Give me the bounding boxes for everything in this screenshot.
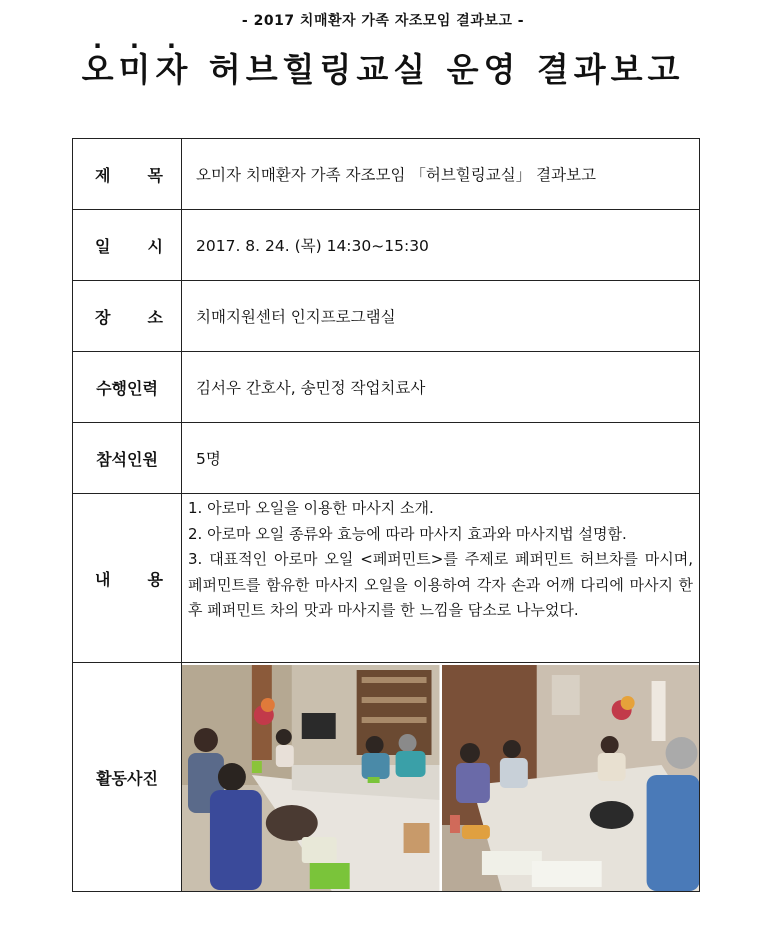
value-content [182, 494, 700, 663]
value-attendees: 5명 [182, 423, 700, 494]
label-char: 용 [147, 569, 163, 589]
row-attendees [73, 423, 700, 494]
label-place [73, 281, 182, 352]
row-staff [73, 352, 700, 423]
label-char: 목 [147, 165, 163, 185]
row-place [73, 281, 700, 352]
label-datetime [73, 210, 182, 281]
row-content [73, 494, 700, 663]
report-subtitle: - 2017 치매환자 가족 자조모임 결과보고 - [241, 13, 525, 29]
value-photos [182, 663, 700, 892]
report-table [72, 138, 700, 892]
title-emphasis-char: 미 [118, 50, 156, 89]
label-char: 일 [95, 236, 111, 256]
activity-photo-1 [182, 665, 440, 891]
value-datetime: 2017. 8. 24. (목) 14:30~15:30 [182, 210, 700, 281]
label-photos: 활동사진 [73, 663, 182, 892]
title-emphasis [82, 50, 193, 89]
value-subject: 오미자 치매환자 가족 자조모임 「허브힐링교실」 결과보고 [182, 139, 700, 210]
label-staff: 수행인력 [73, 352, 182, 423]
label-char: 내 [95, 569, 111, 589]
label-char: 소 [147, 307, 163, 327]
label-attendees: 참석인원 [73, 423, 182, 494]
label-char: 시 [147, 236, 163, 256]
content-line-2: 2. 아로마 오일 종류와 효능에 따라 마사지 효과와 마사지법 설명함. [188, 524, 627, 543]
value-place: 치매지원센터 인지프로그램실 [182, 281, 700, 352]
value-staff: 김서우 간호사, 송민정 작업치료사 [182, 352, 700, 423]
row-photos [73, 663, 700, 892]
row-subject [73, 139, 700, 210]
label-subject [73, 139, 182, 210]
content-line-3: 3. 대표적인 아로마 오일 <페퍼민트>를 주제로 페퍼민트 허브차를 마시며, 페퍼민트를 함유한 마사지 오일을 이용하여 각자 손과 어깨 다리에 마사지 한 후 페퍼민트 차의 맛과 마사지를 한 느낌을 담소로 나누었다. [188, 550, 693, 619]
title-rest: 허브힐링교실 운영 결과보고 [192, 50, 685, 89]
label-char: 장 [95, 307, 111, 327]
label-char: 제 [95, 165, 111, 185]
content-line-1: 1. 아로마 오일을 이용한 마사지 소개. [188, 499, 434, 517]
title-emphasis-char: 자 [155, 50, 193, 89]
report-title [0, 44, 766, 91]
activity-photo-2 [442, 665, 700, 891]
row-datetime [73, 210, 700, 281]
label-content [73, 494, 182, 663]
title-emphasis-char: 오 [81, 50, 119, 89]
